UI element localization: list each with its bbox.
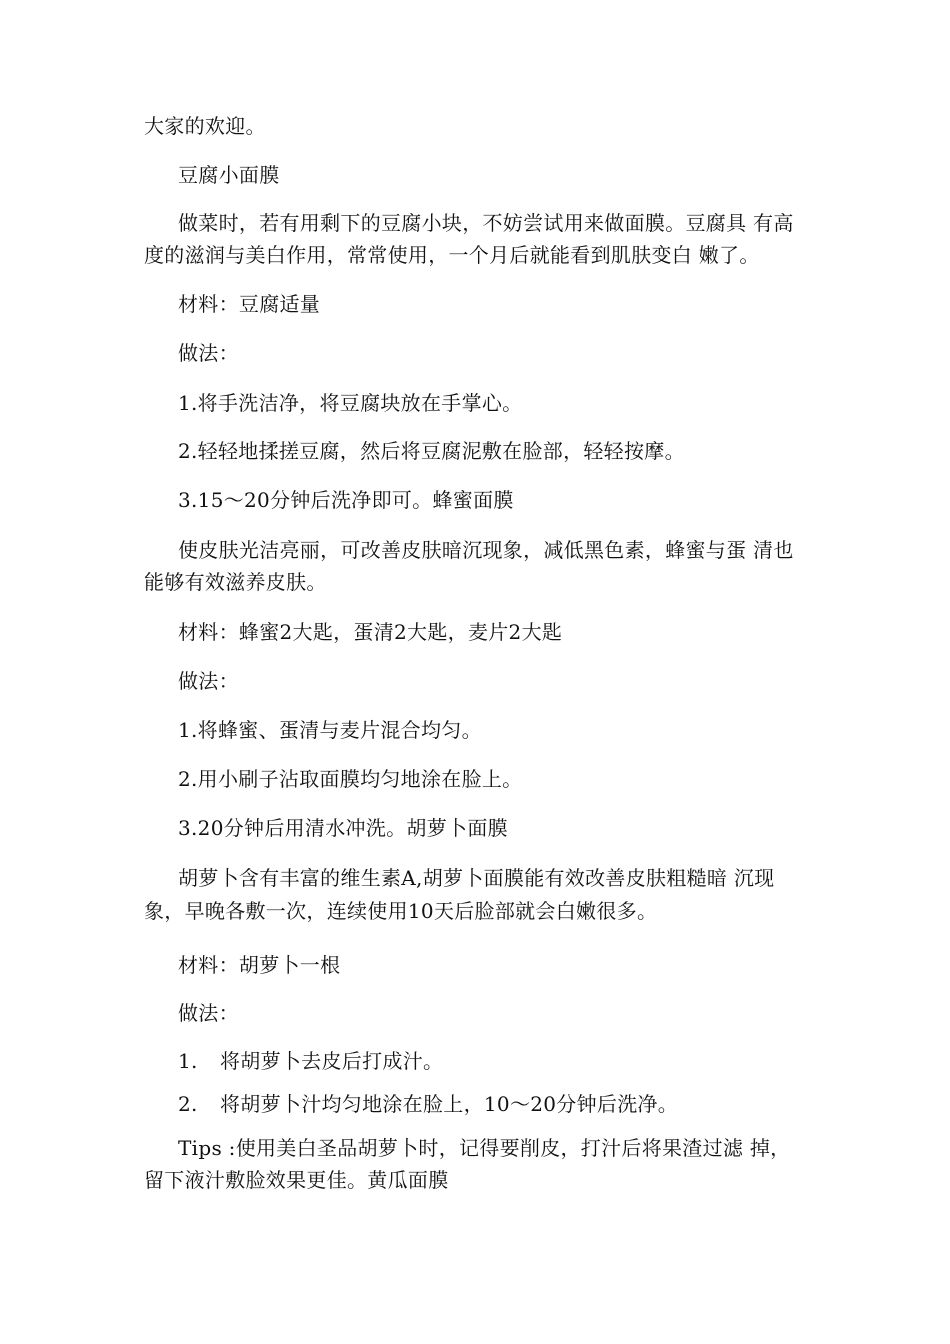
paragraph-line: 大家的欢迎。: [144, 114, 266, 138]
step-line: 2.轻轻地揉搓豆腐，然后将豆腐泥敷在脸部，轻轻按摩。: [178, 439, 685, 463]
tips-line: 留下液汁敷脸效果更佳。黄瓜面膜: [144, 1168, 449, 1192]
paragraph-line: 使皮肤光洁亮丽，可改善皮肤暗沉现象，减低黑色素，蜂蜜与蛋 清也: [178, 538, 794, 562]
paragraph-line: 度的滋润与美白作用，常常使用，一个月后就能看到肌肤变白 嫩了。: [144, 243, 760, 267]
materials-line: 材料：豆腐适量: [178, 292, 321, 316]
step-text: 将胡萝卜去皮后打成汁。: [220, 1049, 444, 1073]
step-line: 2.用小刷子沾取面膜均匀地涂在脸上。: [178, 767, 523, 791]
step-line: 1.将手洗洁净，将豆腐块放在手掌心。: [178, 391, 523, 415]
numbered-step: [178, 1048, 443, 1074]
paragraph-line: 象，早晚各敷一次，连续使用10天后脸部就会白嫩很多。: [144, 899, 658, 923]
method-heading: 做法：: [178, 341, 239, 365]
step-line: 3.20分钟后用清水冲洗。胡萝卜面膜: [178, 816, 508, 840]
tips-line: Tips :使用美白圣品胡萝卜时，记得要削皮，打汁后将果渣过滤 掉，: [178, 1136, 791, 1160]
method-heading: 做法：: [178, 1001, 239, 1025]
step-number: 1.: [178, 1049, 198, 1073]
materials-line: 材料：蜂蜜2大匙，蛋清2大匙，麦片2大匙: [178, 620, 563, 644]
step-line: 1.将蜂蜜、蛋清与麦片混合均匀。: [178, 718, 482, 742]
paragraph-line: 胡萝卜含有丰富的维生素A,胡萝卜面膜能有效改善皮肤粗糙暗 沉现: [178, 866, 775, 890]
step-text: 将胡萝卜汁均匀地涂在脸上，10〜20分钟后洗净。: [220, 1092, 679, 1116]
paragraph-line: 能够有效滋养皮肤。: [144, 570, 327, 594]
step-line: 3.15〜20分钟后洗净即可。蜂蜜面膜: [178, 488, 514, 512]
step-number: 2.: [178, 1092, 198, 1116]
numbered-step: [178, 1091, 678, 1117]
section-heading-tofu-mask: 豆腐小面膜: [178, 163, 280, 187]
paragraph-line: 做菜时，若有用剩下的豆腐小块，不妨尝试用来做面膜。豆腐具 有高: [178, 211, 794, 235]
materials-line: 材料：胡萝卜一根: [178, 953, 341, 977]
method-heading: 做法：: [178, 669, 239, 693]
